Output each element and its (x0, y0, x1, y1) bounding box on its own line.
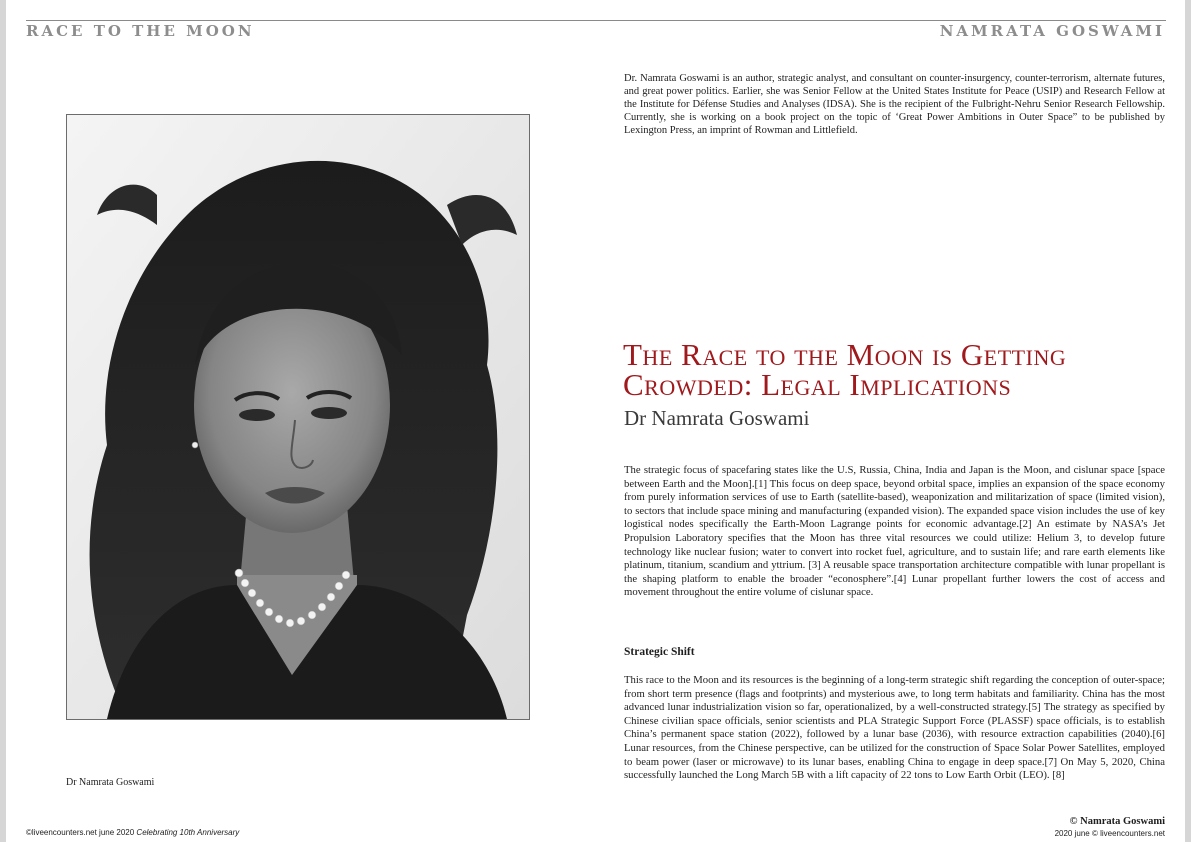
running-header-right: NAMRATA GOSWAMI (939, 22, 1165, 40)
page-edge-left (0, 0, 6, 842)
author-portrait (66, 114, 530, 720)
footer-site-date: ©liveencounters.net june 2020 (26, 828, 137, 837)
copyright-notice: © Namrata Goswami (1069, 816, 1165, 827)
article-byline: Dr Namrata Goswami (624, 406, 810, 430)
article-title: The Race to the Moon is Getting Crowded: Legal Implications (623, 337, 1067, 402)
running-header-left: RACE TO THE MOON (26, 22, 255, 40)
article-paragraph-1: The strategic focus of spacefaring states like the U.S, Russia, China, India and Japan is the Moon, and cislunar space [space between Earth and the Moon].[1] This focus on deep space, beyond orbital space, implies an expansion of the space economy from purely information services of use to Earth (satellite-based), weaponization and militarization of space (limited vision), to sectors that include space mining and manufacturing (expanded vision). The expanded space vision includes the use of key logistical nodes specifically the Earth-Moon Lagrange points for economic advantage.[2] An estimate by NASA’s Jet Propulsion Laboratory specifies that the Moon has three vital resources we could utilize: Helium 3, to develop future technology like nuclear fusion; water to convert into rocket fuel, agriculture, and to sustain life; and rare earth elements like platinum, titanium, scandium and yttrium. [3] A reusable space transportation architecture compatible with lunar propellant is the shaping platform to enable the broader “econosphere”.[4] Lunar propellant further lowers the cost of access and movement throughout the entire volume of cislunar space. (624, 464, 1165, 599)
footer-anniversary: Celebrating 10th Anniversary (136, 828, 240, 837)
header-rule (26, 20, 1166, 21)
footer-left (26, 828, 239, 837)
footer-right: 2020 june © liveencounters.net (1054, 829, 1165, 838)
page-edge-right (1185, 0, 1191, 842)
section-heading: Strategic Shift (624, 646, 695, 658)
author-bio: Dr. Namrata Goswami is an author, strategic analyst, and consultant on counter-insurgency, counter-terrorism, alternate futures, and great power politics. Earlier, she was Senior Fellow at the United States Institute for Peace (USIP) and Research Fellow at the Institute for Défense Studies and Analyses (IDSA). She is the recipient of the Fulbright-Nehru Senior Research Fellowship. Currently, she is working on a book project on the topic of ‘Great Power Ambitions in Outer Space” to be published by Lexington Press, an imprint of Rowman and Littlefield. (624, 73, 1165, 136)
photo-caption: Dr Namrata Goswami (66, 777, 155, 788)
article-paragraph-2: This race to the Moon and its resources is the beginning of a long-term strategic shift regarding the conception of outer-space; from short term presence (flags and footprints) and mysterious awe, to long term habitats and familiarity. China has the most advanced lunar industrialization vision so far, operationalized, by a well-constructed strategy.[5] The strategy as specified by Chinese civilian space officials, senior scientists and PLA Strategic Support Force (PLASSF) space officials, is to establish China’s permanent space station (2022), followed by a lunar base (2036), with resource extraction capabilities (2040).[6] Lunar resources, from the Chinese perspective, can be utilized for the construction of Space Solar Power Satellites, employed to beam power (laser or microwave) to its lunar bases, enabling China to engage in deep space.[7] On May 5, 2020, China successfully launched the Long March 5B with a lift capacity of 22 tons to Low Earth Orbit (LEO). [8] (624, 674, 1165, 782)
portrait-illustration (67, 115, 529, 719)
